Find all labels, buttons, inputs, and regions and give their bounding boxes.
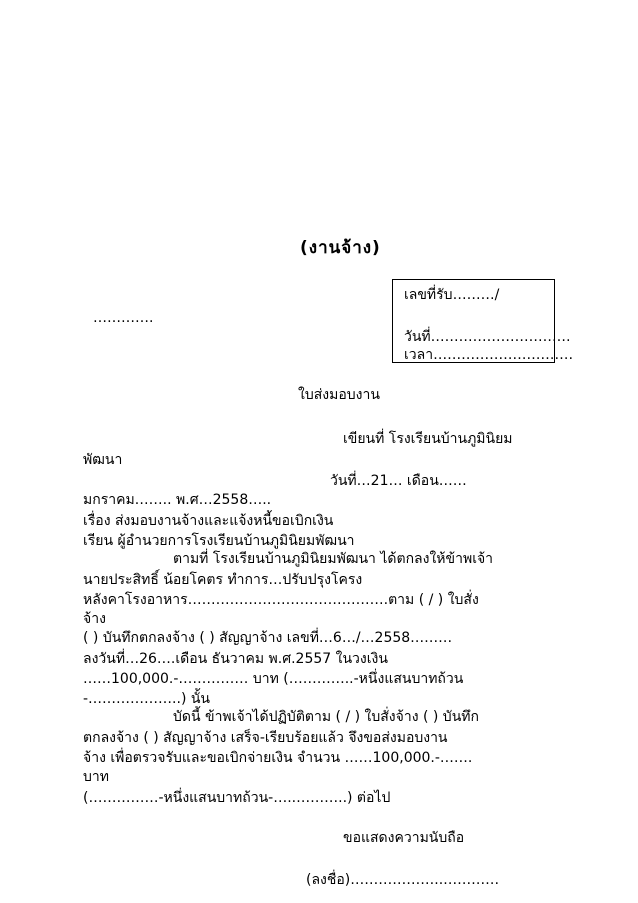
left-dots: ………….: [93, 310, 154, 326]
body-line: ลงวันที่…26….เดือน ธันวาคม พ.ศ.2557 ในวงเงิน: [83, 651, 388, 667]
body-line: (……………-หนึ่งแสนบาทถ้วน-…..………..) ต่อไป: [83, 790, 391, 806]
body-line: ตามที่ โรงเรียนบ้านภูมินิยมพัฒนา ได้ตกลงให้ข้าพเจ้า: [173, 551, 494, 567]
body-line: บาท: [83, 769, 109, 785]
receipt-date: วันที่…………………………: [404, 329, 571, 345]
written-at-continued: พัฒนา: [83, 452, 123, 468]
receipt-number: เลขที่รับ………/: [404, 287, 500, 303]
closing: ขอแสดงความนับถือ: [343, 830, 465, 846]
date-line: วันที่…21… เดือน……: [330, 473, 467, 489]
body-line: บัดนี้ ข้าพเจ้าได้ปฏิบัติตาม ( / ) ใบสั่งจ้าง ( ) บันทึก: [173, 709, 479, 725]
body-line: ……100,000.-…………… บาท (…………..-หนึ่งแสนบาทถ้วน: [83, 671, 464, 687]
date-line-continued: มกราคม…….. พ.ศ…2558…..: [83, 492, 272, 508]
body-line: หลังคาโรงอาหาร…………………………………….ตาม ( / ) ใบสั่ง: [83, 592, 479, 608]
body-line: -………………..) นั้น: [83, 691, 211, 707]
body-line: จ้าง เพื่อตรวจรับและขอเบิกจ่ายเงิน จำนวน ……100,000.-…….: [83, 750, 473, 766]
subject-line: เรื่อง ส่งมอบงานจ้างและแจ้งหนี้ขอเบิกเงิน: [83, 513, 334, 529]
salutation-line: เรียน ผู้อำนวยการโรงเรียนบ้านภูมินิยมพัฒนา: [83, 533, 355, 549]
document-title: ใบส่งมอบงาน: [298, 387, 380, 403]
body-line: ( ) บันทึกตกลงจ้าง ( ) สัญญาจ้าง เลขที่…6…/…2558………: [83, 630, 453, 646]
body-line: นายประสิทธิ์ น้อยโคตร ทำการ…ปรับปรุงโครง: [83, 572, 363, 588]
body-line: ตกลงจ้าง ( ) สัญญาจ้าง เสร็จ-เรียบร้อยแล้ว จึงขอส่งมอบงาน: [83, 730, 448, 746]
receipt-time: เวลา…………………………: [404, 347, 574, 363]
page-title: (งานจ้าง): [300, 238, 381, 258]
body-line: จ้าง: [83, 611, 106, 627]
signature-line: (ลงชื่อ)………………..…………: [306, 872, 500, 888]
written-at: เขียนที่ โรงเรียนบ้านภูมินิยม: [343, 431, 513, 447]
